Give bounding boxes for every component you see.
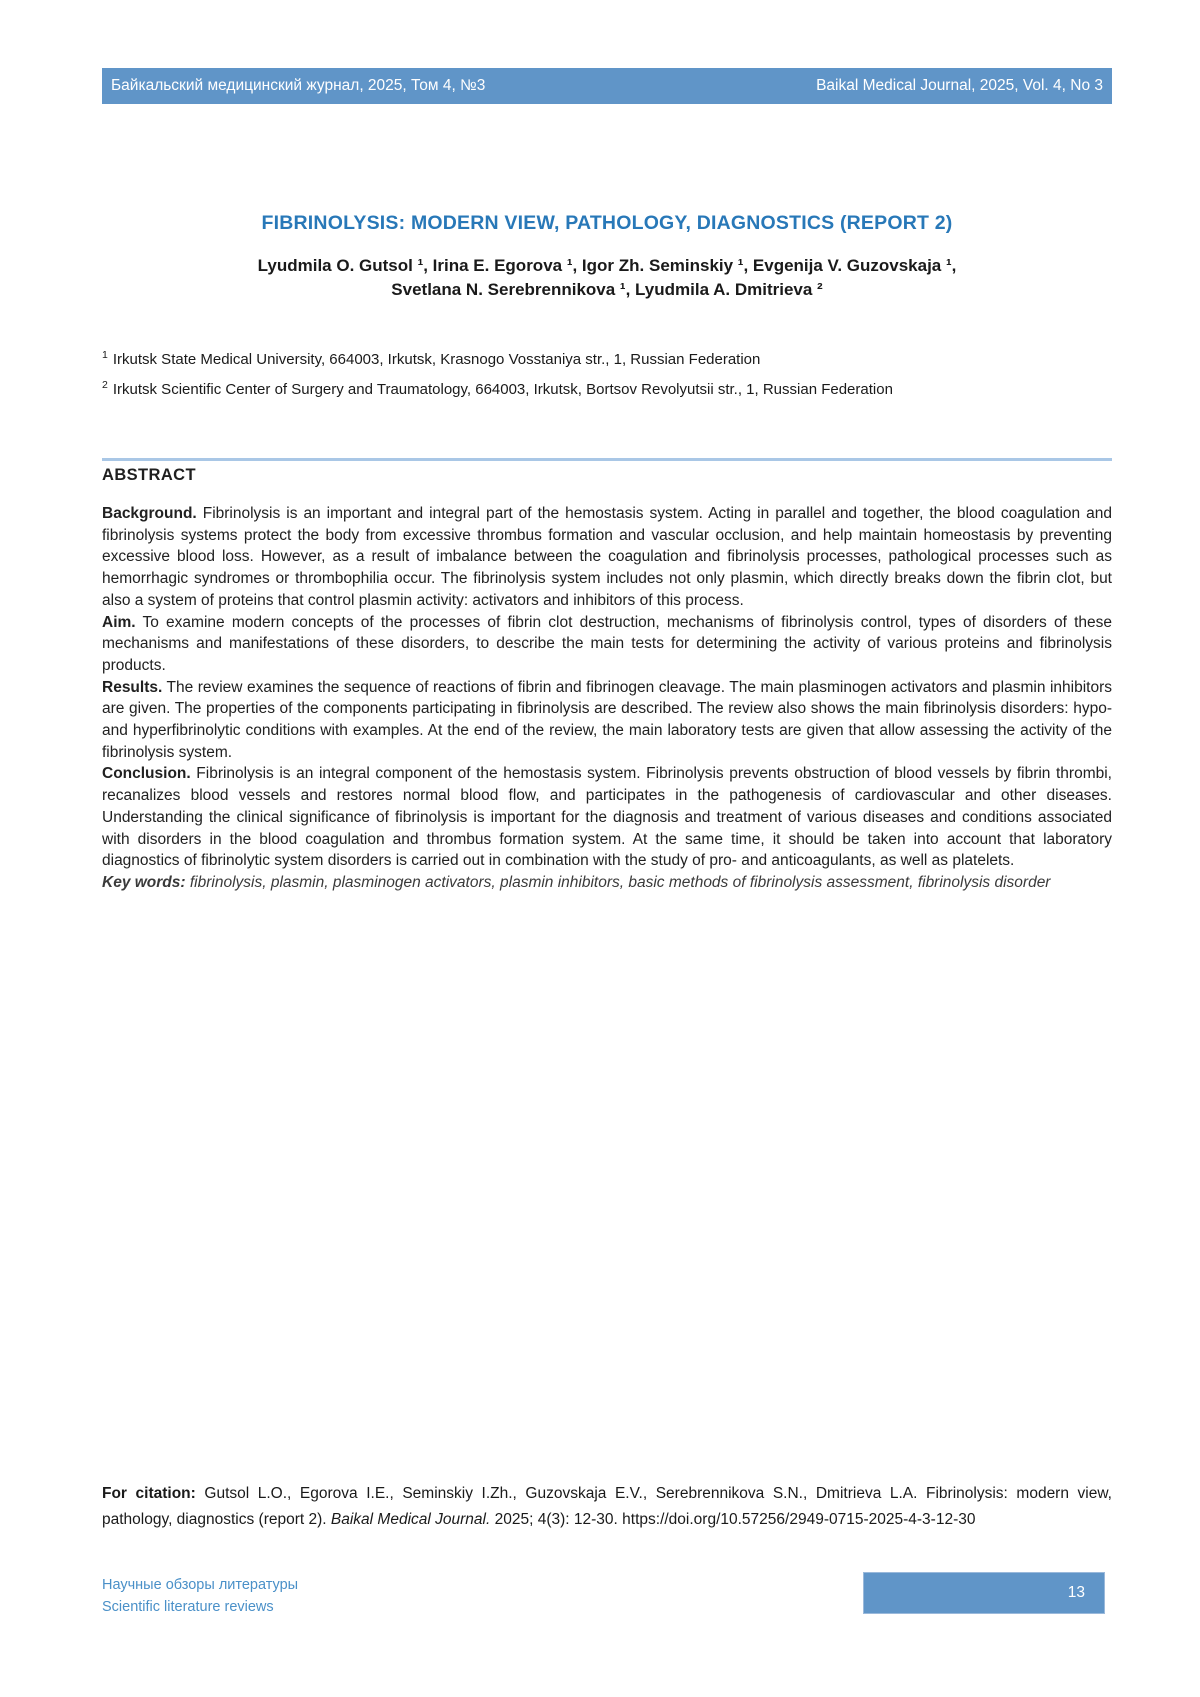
author-line-2: Svetlana N. Serebrennikova ¹, Lyudmila A. Dmitrieva ² — [391, 280, 823, 299]
abstract-results-text: The review examines the sequence of reactions of fibrin and fibrinogen cleavage. The main plasminogen activators and plasmin inhibitors are given. The properties of the components participating in fibrinolysis are described. The review also shows the main fibrinolysis disorders: hypo- and hyperfibrinolytic conditions with examples. At the end of the review, the main laboratory tests are given that allow assessing the activity of the fibrinolysis system. — [102, 678, 1112, 761]
affiliation-item — [102, 343, 1112, 373]
abstract-background-label: Background. — [102, 505, 197, 522]
footer-section-en: Scientific literature reviews — [102, 1599, 274, 1615]
author-line-1: Lyudmila O. Gutsol ¹, Irina E. Egorova ¹, Igor Zh. Seminskiy ¹, Evgenija V. Guzovskaja ¹, — [257, 256, 957, 275]
abstract-conclusion-text: Fibrinolysis is an integral component of the hemostasis system. Fibrinolysis prevents obstruction of blood vessels by fibrin thrombi, recanalizes blood vessels and restores normal blood flow, and participates in the pathogenesis of cardiovascular and other diseases. Understanding the clinical significance of fibrinolysis is important for the diagnosis and treatment of various diseases and conditions associated with disorders in the blood coagulation and thrombus formation system. At the same time, it should be taken into account that laboratory diagnostics of fibrinolytic system disorders is carried out in combination with the study of pro- and anticoagulants, as well as platelets. — [102, 765, 1112, 870]
abstract-background — [102, 503, 1112, 612]
journal-header-ru: Байкальский медицинский журнал, 2025, Том 4, №3 — [111, 77, 486, 94]
section-divider-rule — [102, 458, 1112, 461]
page-number-box — [863, 1572, 1105, 1614]
citation-label: For citation: — [102, 1485, 196, 1502]
abstract-body — [102, 503, 1112, 894]
abstract-aim-text: To examine modern concepts of the processes of fibrin clot destruction, mechanisms of fibrinolysis control, types of disorders of these mechanisms and manifestations of these disorders, to describe the main tests for determining the activity of various proteins and fibrinolysis products. — [102, 613, 1112, 674]
footer-section-labels — [102, 1574, 298, 1618]
citation-journal-name: Baikal Medical Journal. — [330, 1510, 491, 1528]
journal-header-en: Baikal Medical Journal, 2025, Vol. 4, No 3 — [816, 77, 1103, 94]
doi-link[interactable]: https://doi.org/10.57256/2949-0715-2025-4-3-12-30 — [622, 1510, 976, 1528]
affiliation-list — [102, 343, 1112, 402]
abstract-background-text: Fibrinolysis is an important and integral part of the hemostasis system. Acting in parallel and together, the blood coagulation and fibrinolysis systems protect the body from excessive thrombus formation and vascular occlusion, and help maintain homeostasis by preventing excessive blood loss. However, as a result of imbalance between the coagulation and fibrinolysis processes, pathological processes such as hemorrhagic syndromes or thrombophilia occur. The fibrinolysis system includes not only plasmin, which directly breaks down the fibrin clot, but also a system of proteins that control plasmin activity: activators and inhibitors of this process. — [102, 505, 1112, 609]
footer-section-ru: Научные обзоры литературы — [102, 1577, 299, 1593]
keywords-text: fibrinolysis, plasmin, plasminogen activators, plasmin inhibitors, basic methods of fibrinolysis assessment, fibrinolysis disorder — [189, 873, 1051, 891]
citation-authors-title: Gutsol L.O., Egorova I.E., Seminskiy I.Zh., Guzovskaja E.V., Serebrennikova S.N., Dmitrieva L.A. Fibrinolysis: modern view, pathology, diagnostics (report 2). — [102, 1485, 1112, 1528]
abstract-results-label: Results. — [102, 678, 163, 696]
affiliation-item — [102, 373, 1112, 403]
journal-header-bar — [102, 68, 1112, 104]
abstract-aim-label: Aim. — [102, 613, 136, 631]
abstract-heading: ABSTRACT — [102, 466, 196, 484]
affiliation-text: Irkutsk Scientific Center of Surgery and Traumatology, 664003, Irkutsk, Bortsov Revolyutsii str., 1, Russian Federation — [112, 380, 893, 398]
abstract-aim — [102, 612, 1112, 677]
affiliation-marker: 1 — [102, 349, 108, 361]
citation-issue-pages: 2025; 4(3): 12-30. — [494, 1510, 618, 1528]
affiliation-marker: 2 — [102, 378, 108, 391]
affiliation-text: Irkutsk State Medical University, 664003, Irkutsk, Krasnogo Vosstaniya str., 1, Russian Federation — [112, 351, 761, 368]
keywords — [102, 872, 1112, 894]
abstract-conclusion — [102, 763, 1112, 872]
article-title: FIBRINOLYSIS: MODERN VIEW, PATHOLOGY, DIAGNOSTICS (REPORT 2) — [261, 212, 953, 234]
author-list — [102, 254, 1112, 302]
page-number: 13 — [1067, 1584, 1085, 1601]
abstract-conclusion-label: Conclusion. — [102, 765, 191, 783]
citation-block — [102, 1481, 1112, 1532]
keywords-label: Key words: — [102, 873, 186, 891]
abstract-results — [102, 677, 1112, 764]
